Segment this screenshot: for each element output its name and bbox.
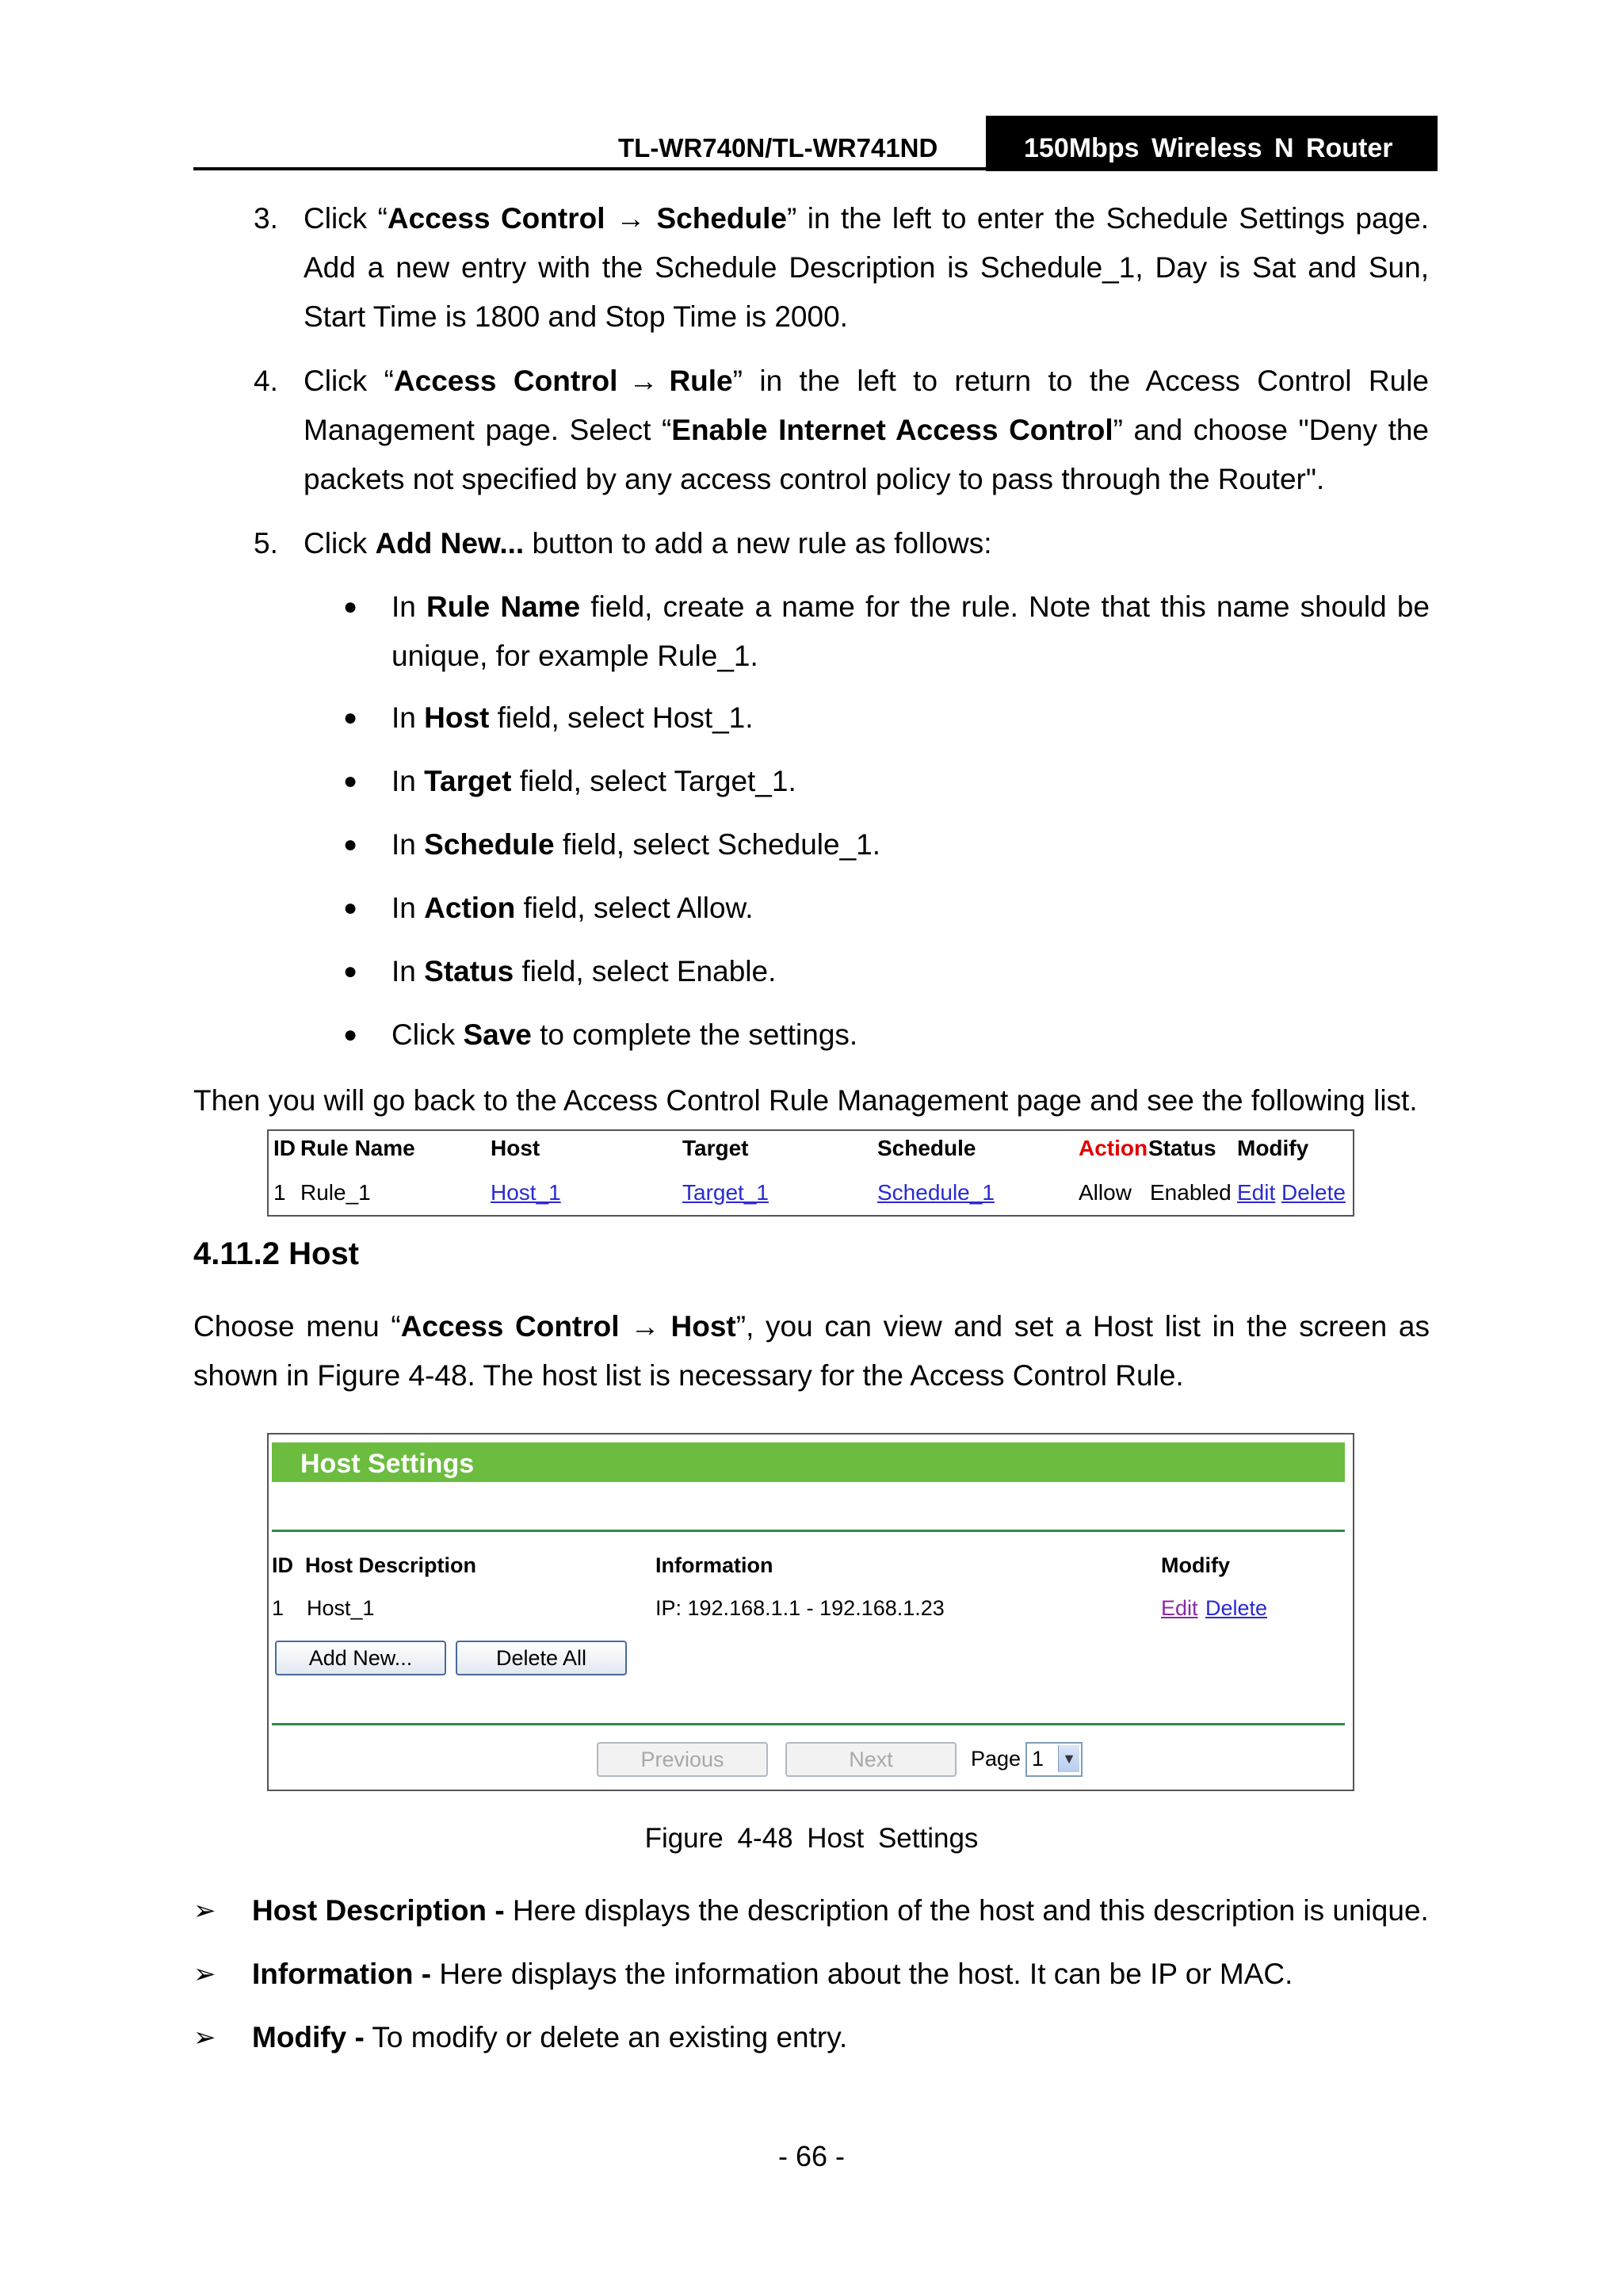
bullet-status: In Status field, select Enable. xyxy=(391,955,777,988)
chevron-down-icon[interactable]: ▼ xyxy=(1058,1745,1079,1772)
row-id: 1 xyxy=(273,1180,286,1205)
figure-caption: Figure 4-48 Host Settings xyxy=(644,1823,979,1854)
host-row-edit-link[interactable]: Edit xyxy=(1161,1596,1198,1620)
header-product: 150Mbps Wireless N Router xyxy=(1024,133,1393,163)
header-model: TL-WR740N/TL-WR741ND xyxy=(618,133,938,162)
host-row-description: Host_1 xyxy=(307,1596,375,1620)
desc-host-description: Host Description - Here displays the description of the host and this description is unique. xyxy=(252,1894,1429,1927)
page-number: - 66 - xyxy=(777,2140,846,2172)
row-rule-name: Rule_1 xyxy=(300,1180,371,1205)
col-host-header: Host xyxy=(491,1136,540,1160)
then-paragraph: Then you will go back to the Access Control Rule Management page and see the following list. xyxy=(193,1084,1418,1117)
arrow-icon: → xyxy=(628,365,659,397)
arrow-icon: → xyxy=(630,1310,660,1343)
host-col-information-header: Information xyxy=(655,1553,773,1577)
host-row-information: IP: 192.168.1.1 - 192.168.1.23 xyxy=(655,1596,945,1620)
host-row-delete-link[interactable]: Delete xyxy=(1205,1596,1268,1620)
bullet-target: In Target field, select Target_1. xyxy=(391,765,796,797)
step-3-number: 3. xyxy=(254,202,278,235)
col-schedule-header: Schedule xyxy=(877,1136,976,1160)
delete-all-button[interactable]: Delete All xyxy=(456,1641,627,1675)
row-host-link[interactable]: Host_1 xyxy=(491,1180,561,1205)
row-edit-link[interactable]: Edit xyxy=(1237,1180,1276,1205)
bullet-icon: ● xyxy=(343,958,358,984)
desc-information: Information - Here displays the information about the host. It can be IP or MAC. xyxy=(252,1958,1293,1990)
step-5-number: 5. xyxy=(254,527,278,560)
row-delete-link[interactable]: Delete xyxy=(1281,1180,1346,1205)
bullet-save: Click Save to complete the settings. xyxy=(391,1018,858,1051)
step-3-text: Click “Access Control → Schedule” in the left to enter the Schedule Settings page. Add a new entry with the Schedule Description is Schedule_1, Day is Sat and Sun, Start Time is 1800 and Stop Time is 2000. xyxy=(304,194,1429,342)
row-target-link[interactable]: Target_1 xyxy=(682,1180,769,1205)
arrow-icon: → xyxy=(616,202,646,235)
host-row-id: 1 xyxy=(272,1596,285,1620)
col-modify-header: Modify xyxy=(1237,1136,1309,1160)
step-5-text: Click Add New... button to add a new rule as follows: xyxy=(304,527,992,560)
bullet-icon: ● xyxy=(343,594,358,620)
row-action: Allow xyxy=(1079,1180,1132,1205)
bullet-rule-name: In Rule Name field, create a name for the rule. Note that this name should be unique, for example Rule_1. xyxy=(391,590,1430,672)
step-4-number: 4. xyxy=(254,365,278,397)
host-settings-screenshot xyxy=(267,1433,1354,1791)
bullet-action: In Action field, select Allow. xyxy=(391,892,754,924)
row-status: Enabled xyxy=(1150,1180,1232,1205)
step-4-text: Click “Access Control → Rule” in the left to return to the Access Control Rule Management page. Select “Enable Internet Access Control” and choose "Deny the packets not specified by any access control policy to pass through the Router". xyxy=(304,357,1429,504)
header-rule-line xyxy=(193,167,1438,170)
divider-bottom xyxy=(272,1723,1345,1725)
arrow-bullet-icon: ➢ xyxy=(193,1896,216,1926)
col-action-header: Action xyxy=(1079,1136,1148,1160)
bullet-host: In Host field, select Host_1. xyxy=(391,701,754,734)
previous-button[interactable]: Previous xyxy=(597,1742,768,1777)
arrow-bullet-icon: ➢ xyxy=(193,1959,216,1989)
page-select[interactable] xyxy=(1025,1742,1083,1777)
bullet-icon: ● xyxy=(343,895,358,921)
section-heading: 4.11.2 Host xyxy=(193,1236,360,1271)
bullet-icon: ● xyxy=(343,1022,358,1048)
bullet-icon: ● xyxy=(343,831,358,858)
next-button[interactable]: Next xyxy=(785,1742,957,1777)
arrow-bullet-icon: ➢ xyxy=(193,2023,216,2053)
host-col-description-header: Host Description xyxy=(305,1553,477,1577)
page-label: Page xyxy=(971,1747,1022,1771)
bullet-icon: ● xyxy=(343,705,358,731)
divider-top xyxy=(272,1530,1345,1532)
host-settings-banner xyxy=(272,1442,1345,1482)
host-col-modify-header: Modify xyxy=(1161,1553,1230,1577)
page-select-value: 1 xyxy=(1032,1747,1044,1771)
rule-list-screenshot xyxy=(267,1129,1354,1217)
section-intro: Choose menu “Access Control → Host”, you can view and set a Host list in the screen as shown in Figure 4-48. The host list is necessary for the Access Control Rule. xyxy=(193,1302,1430,1400)
col-status-header: Status xyxy=(1148,1136,1216,1160)
col-rule-name-header: Rule Name xyxy=(300,1136,415,1160)
col-id-header: ID xyxy=(273,1136,296,1160)
col-target-header: Target xyxy=(682,1136,749,1160)
desc-modify: Modify - To modify or delete an existing entry. xyxy=(252,2021,848,2053)
add-new-button[interactable]: Add New... xyxy=(275,1641,446,1675)
bullet-icon: ● xyxy=(343,768,358,794)
row-schedule-link[interactable]: Schedule_1 xyxy=(877,1180,995,1205)
bullet-schedule: In Schedule field, select Schedule_1. xyxy=(391,828,881,861)
host-settings-title: Host Settings xyxy=(300,1449,475,1479)
host-col-id-header: ID xyxy=(272,1553,293,1577)
